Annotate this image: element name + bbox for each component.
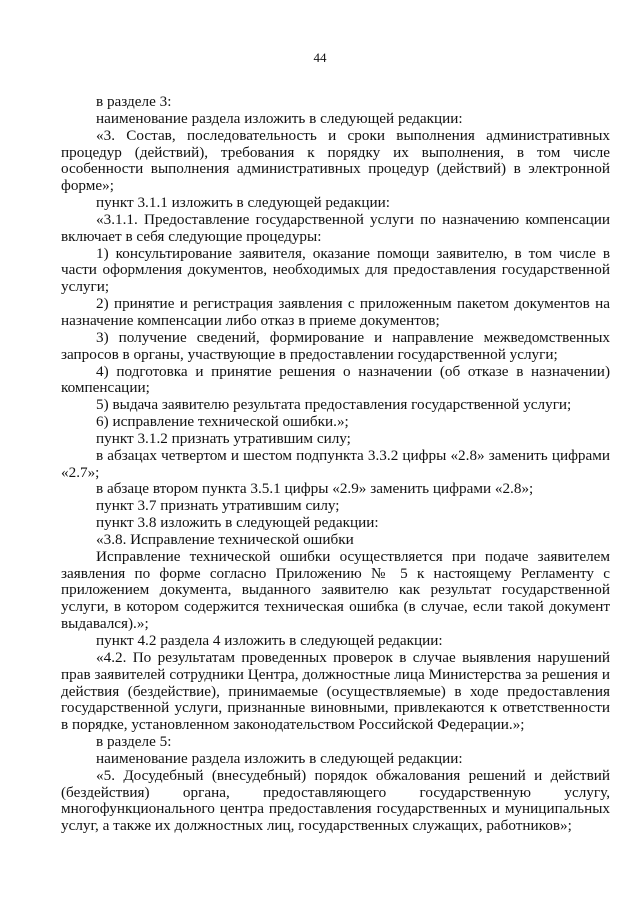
paragraph-item-4-2-instruction: пункт 4.2 раздела 4 изложить в следующей редакции: xyxy=(96,632,443,649)
paragraph-section3-intro: в разделе 3: xyxy=(96,93,172,110)
paragraph-procedure-4: 4) подготовка и принятие решения о назначении (об отказе в назначении) компенсации; xyxy=(61,362,610,397)
paragraph-item-3-7: пункт 3.7 признать утратившим силу; xyxy=(96,497,340,515)
page-number: 44 xyxy=(313,50,327,65)
paragraph-procedure-5: 5) выдача заявителю результата предоставления государственной услуги; xyxy=(96,396,572,414)
paragraph-section5-new-title: «5. Досудебный (внесудебный) порядок обжалования решений и действий (бездействия) органа, предоставляющего государственную услугу, многофункционального центра предоставления государственных и муниципальных услуг, а также их должностных лиц, государственных служащих, работников»; xyxy=(61,766,610,835)
paragraph-item-3-1-1-text: «3.1.1. Предоставление государственной услуги по назначению компенсации включает в себя следующие процедуры: xyxy=(61,210,610,245)
paragraph-item-3-1-2: пункт 3.1.2 признать утратившим силу; xyxy=(96,429,351,447)
paragraph-item-3-8-text: Исправление технической ошибки осуществляется при подаче заявителем заявления по форме согласно Приложению № 5 к настоящему Регламенту с приложением документа, выданного заявителю как результат государственной услуги, в котором содержится техническая ошибка (в случае, если такой документ выдавался).»; xyxy=(61,547,610,633)
paragraph-procedure-6: 6) исправление технической ошибки.»; xyxy=(96,413,349,431)
document-body xyxy=(61,94,610,835)
paragraph-section5-intro: в разделе 5: xyxy=(96,733,172,751)
paragraph-item-3-1-1-instruction: пункт 3.1.1 изложить в следующей редакции: xyxy=(96,194,390,212)
paragraph-section5-title-instruction: наименование раздела изложить в следующей редакции: xyxy=(96,749,463,767)
paragraph-procedure-3: 3) получение сведений, формирование и направление межведомственных запросов в органы, участвующие в предоставлении государственной услуги; xyxy=(61,328,610,363)
paragraph-procedure-1: 1) консультирование заявителя, оказание помощи заявителю, в том числе в части оформления документов, необходимых для предоставления государственной услуги; xyxy=(61,244,610,296)
paragraph-procedure-2: 2) принятие и регистрация заявления с приложенным пакетом документов на назначение компенсации либо отказ в приеме документов; xyxy=(61,295,610,329)
paragraph-item-4-2-text: «4.2. По результатам проведенных проверок в случае выявления нарушений прав заявителей сотрудники Центра, должностные лица Министерства за решения и действия (бездействие), принимаемые (осуществляемые) в ходе предоставления государственной услуги, признанные виновными, привлекаются к ответственности в порядке, установленном законодательством Российской Федерации.»; xyxy=(61,648,610,734)
paragraph-item-3-8-instruction: пункт 3.8 изложить в следующей редакции: xyxy=(96,514,379,532)
paragraph-section3-new-title: «3. Состав, последовательность и сроки выполнения административных процедур (действий), требования к порядку их выполнения, в том числе особенности выполнения административных процедур (действий) в электронной форме»; xyxy=(61,126,610,195)
paragraph-item-3-8-heading: «3.8. Исправление технической ошибки xyxy=(96,530,354,548)
paragraph-item-3-5-1: в абзаце втором пункта 3.5.1 цифры «2.9» заменить цифрами «2.8»; xyxy=(96,480,534,498)
paragraph-section3-title-instruction: наименование раздела изложить в следующей редакции: xyxy=(96,109,463,127)
paragraph-item-3-3-2: в абзацах четвертом и шестом подпункта 3.3.2 цифры «2.8» заменить цифрами «2.7»; xyxy=(61,446,610,481)
